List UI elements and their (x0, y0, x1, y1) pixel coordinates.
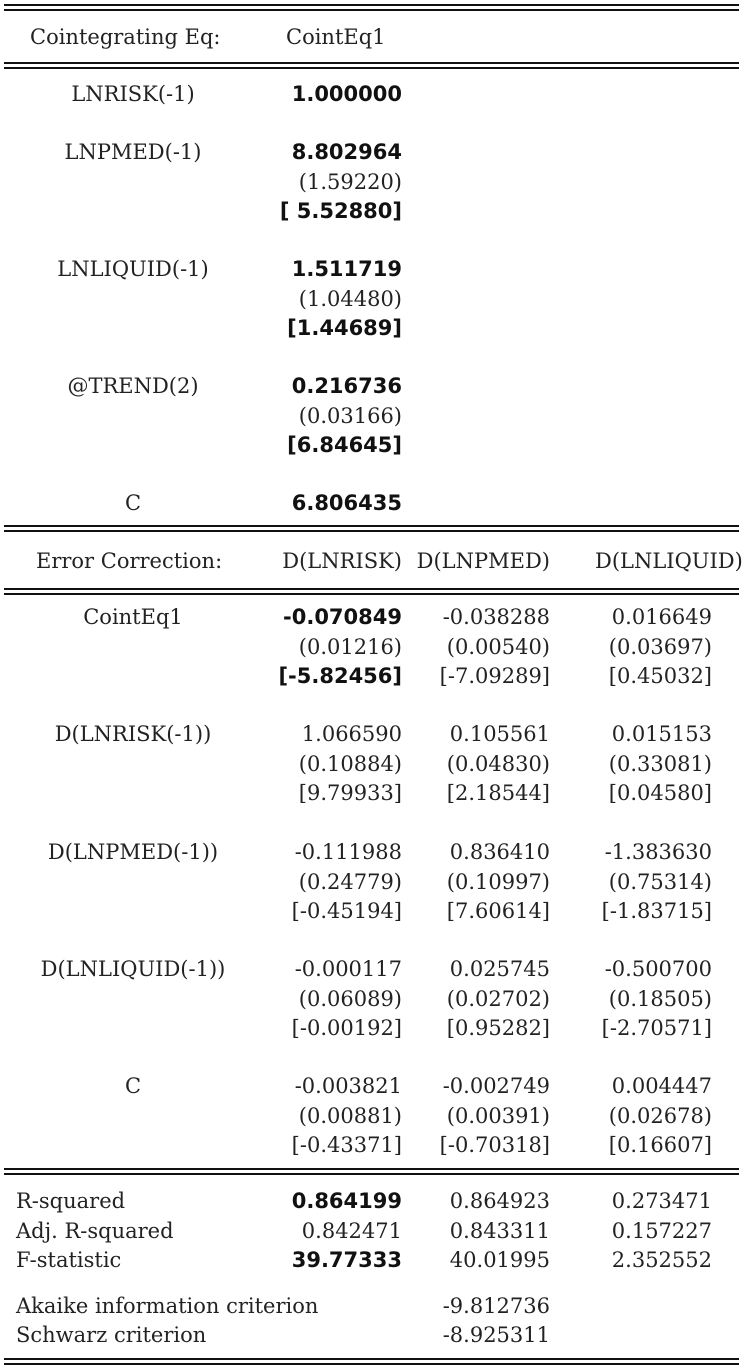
coint-row-name: LNLIQUID(-1) (57, 257, 209, 281)
ec-cell-se: (0.06089) (298, 987, 402, 1011)
ec-cell-tstat: [0.45032] (608, 664, 712, 688)
stat-value: 0.864923 (449, 1189, 550, 1213)
ec-top-rule-2 (4, 530, 739, 532)
ec-cell-tstat: [7.60614] (446, 899, 550, 923)
ec-cell-tstat: [0.16607] (608, 1133, 712, 1157)
ec-row-name: D(LNLIQUID(-1)) (40, 957, 226, 981)
coint-row-coef: 1.000000 (291, 82, 402, 106)
ec-cell-coef: 0.836410 (449, 840, 550, 864)
ec-cell-coef: 0.025745 (449, 957, 550, 981)
bottom-rule (4, 1358, 739, 1360)
coint-header-col: CointEq1 (286, 25, 386, 49)
ec-row-name: D(LNRISK(-1)) (54, 722, 212, 746)
coint-row-se: (0.03166) (298, 404, 402, 428)
coint-row-coef: 0.216736 (291, 374, 402, 398)
ec-cell-tstat: [-2.70571] (601, 1016, 712, 1040)
coint-header-rule-2 (4, 67, 739, 69)
coint-row-tstat: [1.44689] (287, 316, 402, 340)
stat-value: 0.273471 (611, 1189, 712, 1213)
coint-row-se: (1.04480) (298, 287, 402, 311)
coint-row-coef: 8.802964 (291, 140, 402, 164)
stat-name: Adj. R-squared (16, 1219, 174, 1243)
ec-cell-tstat: [0.04580] (608, 781, 712, 805)
ec-cell-coef: 0.105561 (449, 722, 550, 746)
coint-row-name: @TREND(2) (67, 374, 199, 398)
coint-row-coef: 6.806435 (291, 491, 402, 515)
ec-cell-tstat: [-0.70318] (439, 1133, 550, 1157)
ec-header-label: Error Correction: (36, 549, 223, 573)
ec-cell-se: (0.02678) (608, 1104, 712, 1128)
stat-value: 39.77333 (291, 1248, 402, 1272)
ec-cell-coef: -0.002749 (442, 1074, 550, 1098)
ec-cell-coef: 0.016649 (611, 605, 712, 629)
ec-cell-tstat: [-7.09289] (439, 664, 550, 688)
coint-row-name: LNRISK(-1) (71, 82, 195, 106)
ec-cell-coef: 0.015153 (611, 722, 712, 746)
stat-name: R-squared (16, 1189, 126, 1213)
top-rule (4, 4, 739, 6)
ec-cell-se: (0.18505) (608, 987, 712, 1011)
ec-cell-coef: -0.111988 (294, 840, 402, 864)
stat-value: 2.352552 (611, 1248, 712, 1272)
ec-top-rule (4, 525, 739, 527)
ec-cell-se: (0.75314) (608, 870, 712, 894)
stats-top-rule (4, 1168, 739, 1170)
ec-row-name: D(LNPMED(-1)) (47, 840, 219, 864)
ec-cell-coef: 0.004447 (611, 1074, 712, 1098)
coint-header-label: Cointegrating Eq: (30, 25, 221, 49)
coint-row-name: C (124, 491, 142, 515)
ec-header-col: D(LNRISK) (282, 549, 402, 573)
ec-cell-se: (0.00540) (446, 635, 550, 659)
ec-cell-coef: -0.003821 (294, 1074, 402, 1098)
ec-cell-tstat: [2.18544] (446, 781, 550, 805)
ec-cell-se: (0.02702) (446, 987, 550, 1011)
criterion-name: Akaike information criterion (16, 1294, 319, 1318)
stat-value: 0.842471 (301, 1219, 402, 1243)
bottom-rule-2 (4, 1363, 739, 1365)
ec-cell-se: (0.00881) (298, 1104, 402, 1128)
top-rule-2 (4, 9, 739, 11)
ec-cell-se: (0.00391) (446, 1104, 550, 1128)
ec-cell-tstat: [0.95282] (446, 1016, 550, 1040)
ec-cell-se: (0.10884) (298, 752, 402, 776)
criterion-name: Schwarz criterion (16, 1323, 207, 1347)
ec-row-name: CointEq1 (83, 605, 183, 629)
ec-row-name: C (124, 1074, 142, 1098)
ec-cell-se: (0.10997) (446, 870, 550, 894)
ec-cell-se: (0.04830) (446, 752, 550, 776)
stat-value: 0.843311 (449, 1219, 550, 1243)
ec-cell-tstat: [-5.82456] (278, 664, 402, 688)
coint-header-rule (4, 62, 739, 64)
ec-cell-coef: -0.070849 (283, 605, 402, 629)
coint-row-coef: 1.511719 (291, 257, 402, 281)
stat-value: 0.864199 (291, 1189, 402, 1213)
ec-cell-se: (0.24779) (298, 870, 402, 894)
coint-row-se: (1.59220) (298, 170, 402, 194)
ec-cell-tstat: [-1.83715] (601, 899, 712, 923)
ec-cell-coef: -1.383630 (604, 840, 712, 864)
coint-row-tstat: [6.84645] (287, 433, 402, 457)
ec-cell-coef: 1.066590 (301, 722, 402, 746)
ec-cell-coef: -0.500700 (604, 957, 712, 981)
ec-cell-coef: -0.038288 (442, 605, 550, 629)
ec-cell-tstat: [-0.45194] (291, 899, 402, 923)
ec-header-col: D(LNPMED) (416, 549, 550, 573)
stat-name: F-statistic (16, 1248, 122, 1272)
ec-cell-tstat: [9.79933] (298, 781, 402, 805)
ec-header-rule-2 (4, 593, 739, 595)
coint-row-name: LNPMED(-1) (64, 140, 202, 164)
ec-cell-tstat: [-0.00192] (291, 1016, 402, 1040)
ec-cell-tstat: [-0.43371] (291, 1133, 402, 1157)
stats-top-rule-2 (4, 1173, 739, 1175)
ec-cell-se: (0.01216) (298, 635, 402, 659)
coint-row-tstat: [ 5.52880] (279, 199, 402, 223)
criterion-value: -9.812736 (442, 1294, 550, 1318)
ec-cell-se: (0.33081) (608, 752, 712, 776)
ec-cell-coef: -0.000117 (294, 957, 402, 981)
stat-value: 0.157227 (611, 1219, 712, 1243)
stat-value: 40.01995 (449, 1248, 550, 1272)
ec-header-rule (4, 588, 739, 590)
ec-header-col: D(LNLIQUID) (595, 549, 743, 573)
ec-cell-se: (0.03697) (608, 635, 712, 659)
criterion-value: -8.925311 (442, 1323, 550, 1347)
